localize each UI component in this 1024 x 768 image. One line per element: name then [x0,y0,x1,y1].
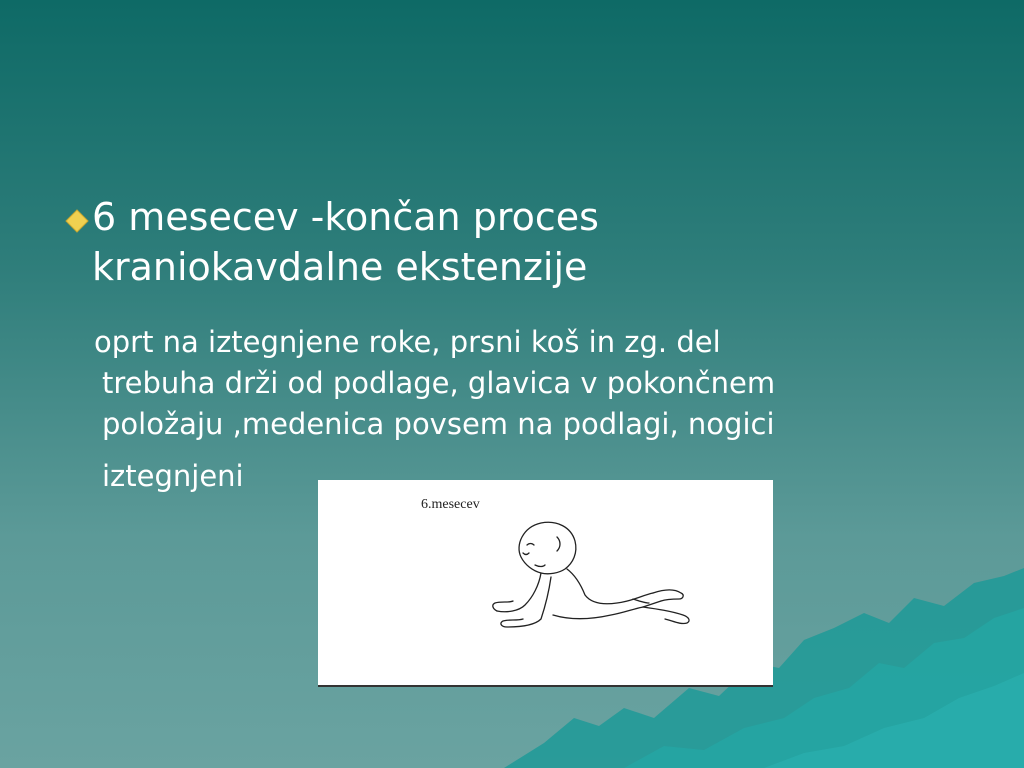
bullet-text-line1: 6 mesecev -končan proces [92,195,599,239]
sub-text-line3: položaju ,medenica povsem na podlagi, nogici [102,407,775,441]
figure-image [318,480,773,687]
bullet-text-line2: kraniokavdalne ekstenzije [92,245,588,289]
bullet-item [62,192,962,292]
sub-text-line2: trebuha drži od podlage, glavica v pokončnem [102,366,776,400]
bullet-text [92,192,599,292]
baby-prone-illustration [483,515,698,640]
figure-caption: 6.mesecev [421,497,480,512]
sub-text-line4: iztegnjeni [102,459,244,493]
sub-text-line1: oprt na iztegnjene roke, prsni koš in zg. del [94,325,721,359]
sub-paragraph [94,322,922,445]
diamond-bullet-icon [62,206,92,236]
